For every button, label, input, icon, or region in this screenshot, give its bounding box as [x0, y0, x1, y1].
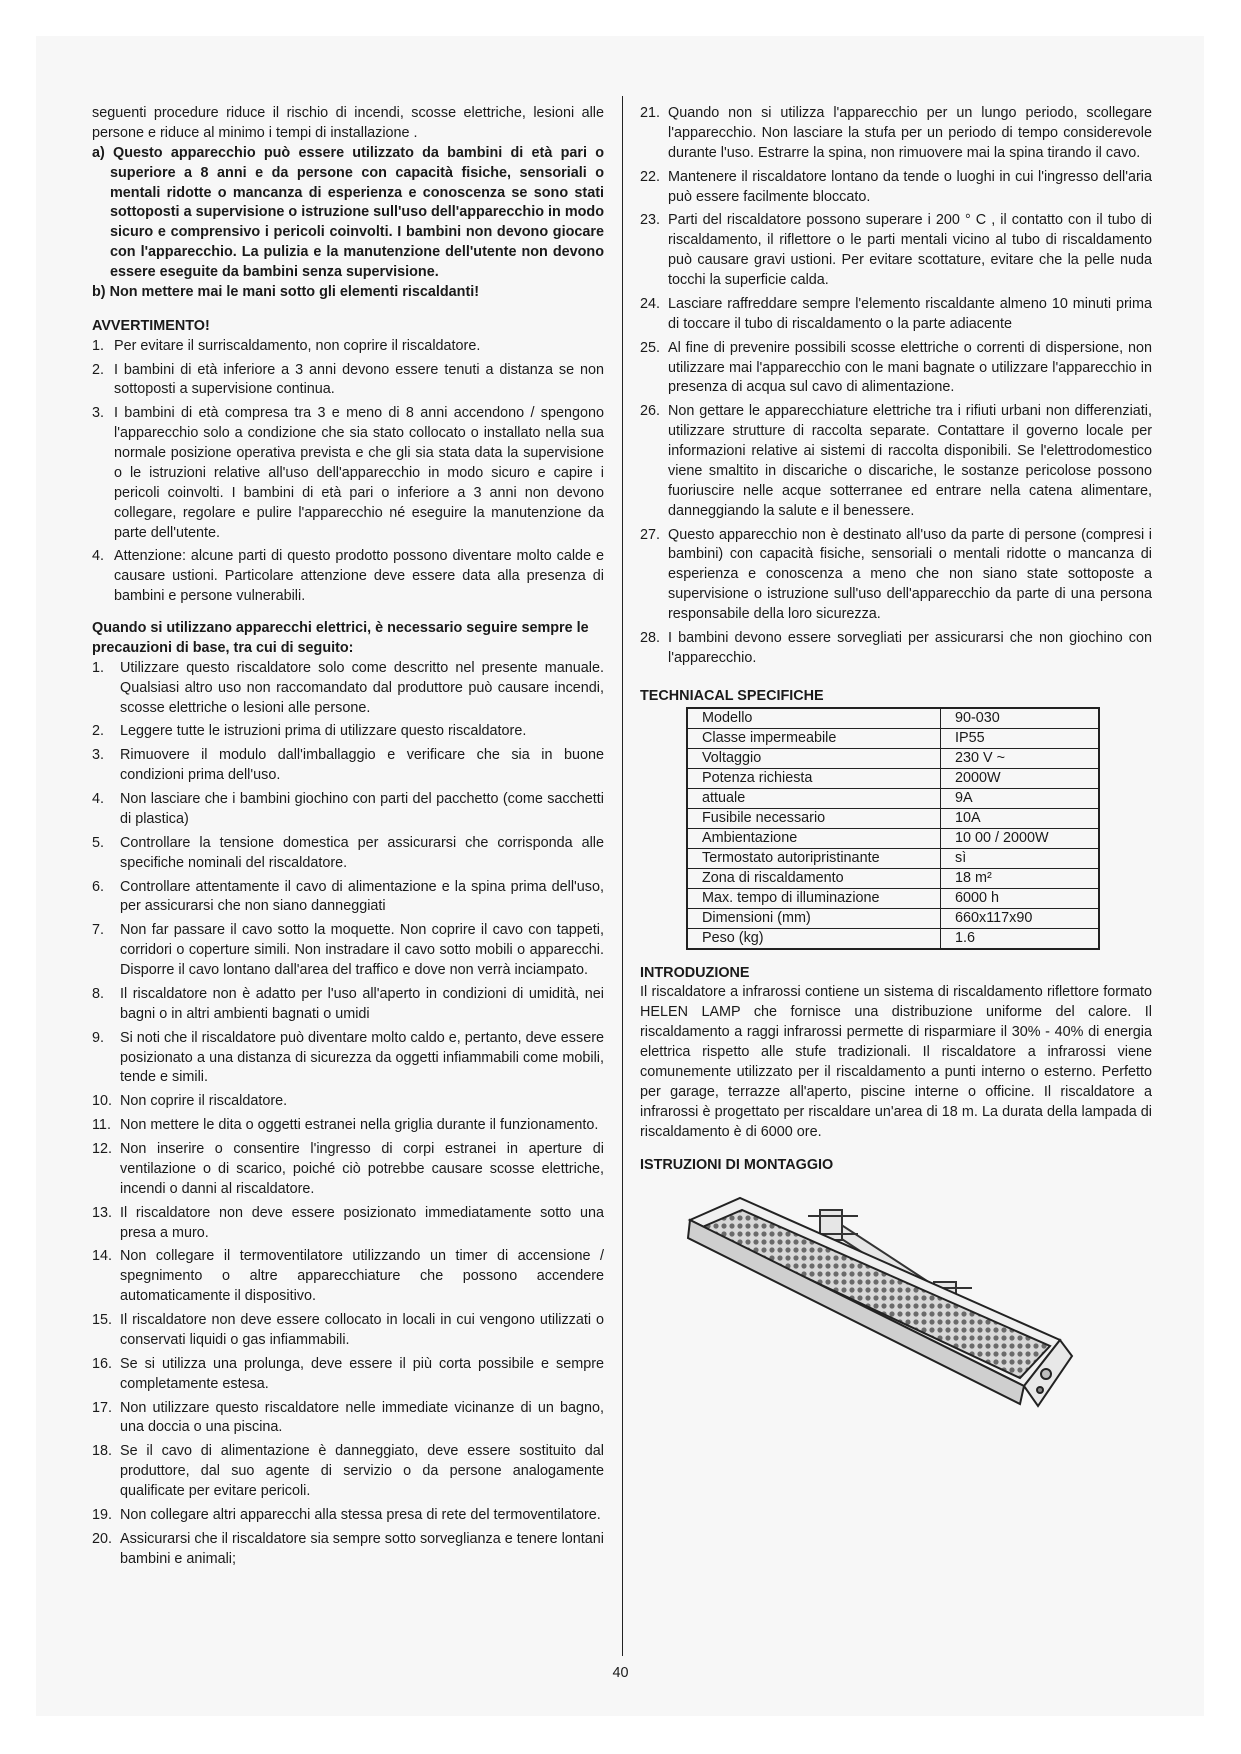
intro-paragraph: seguenti procedure riduce il rischio di incendi, scosse elettriche, lesioni alle persone e riduce al minimo i tempi di installazione . — [92, 105, 604, 141]
list-item: 19. Non collegare altri apparecchi alla stessa presa di rete del termoventilatore. — [92, 1506, 601, 1523]
list-item: 1. Utilizzare questo riscaldatore solo come descritto nel presente manuale. Qualsiasi altro uso non raccomandato dal produttore può causare incendi, scosse elettriche o lesioni alle persone. — [92, 659, 604, 716]
table-row: Classe impermeabile IP55 — [687, 728, 1099, 748]
bold-note-a: a) Questo apparecchio può essere utilizzato da bambini di età pari o superiore a 8 anni e da persone con capacità fisiche, sensoriali o mentali ridotte o mancanza di esperienza e conoscenza se sono stati sottoposti a supervisione o istruzione sull'uso dell'apparecchio in modo sicuro e comprensivo i pericoli coinvolti. I bambini non devono giocare con l'apparecchio. La pulizia e la manutenzione dell'utente non devono essere eseguite da bambini senza supervisione. — [92, 144, 604, 280]
list-item: 16. Se si utilizza una prolunga, deve essere il più corta possibile e sempre completamente estesa. — [92, 1355, 604, 1392]
list-item: 25. Al fine di prevenire possibili scosse elettriche o correnti di dispersione, non utilizzare mai l'apparecchio con le mani bagnate o utilizzare l'apparecchio in presenza di acqua sul cavo di alimentazione. — [640, 339, 1152, 396]
column-divider — [622, 96, 623, 1656]
table-row: Modello 90-030 — [687, 708, 1099, 729]
list-item: 27. Questo apparecchio non è destinato all'uso da parte di persone (compresi i bambini) con capacità fisiche, sensoriali o mentali ridotte o mancanza di esperienza e conoscenza a meno che non siano state sottoposte a supervisione o istruzione sull'uso dell'apparecchio da parte di una persona responsabile della loro sicurezza. — [640, 526, 1152, 622]
warning-heading: AVVERTIMENTO! — [92, 317, 210, 334]
list-item: 10. Non coprire il riscaldatore. — [92, 1093, 288, 1110]
list-item: 8. Il riscaldatore non è adatto per l'uso all'aperto in condizioni di umidità, nei bagni o in altri ambienti bagnati o umidi — [92, 985, 604, 1022]
list-item: 21. Quando non si utilizza l'apparecchio per un lungo periodo, scollegare l'apparecchio. Non lasciare la stufa per un periodo di tempo considerevole durante l'uso. Estrarre la spina, non rimuovere mai la spina tirando il cavo. — [640, 105, 1152, 161]
page-number: 40 — [612, 1665, 629, 1681]
list-item: 26. Non gettare le apparecchiature elettriche tra i rifiuti urbani non differenziati, utilizzare strutture di raccolta separate. Contattare il governo locale per informazioni relative ai sistemi di raccolta disponibili. Se l'elettrodomestico viene smaltito in discariche o discariche, le sostanze pericolose possono fuoriuscire nelle acque sotterranee ed entrare nella catena alimentare, danneggiando la salute e il benessere. — [640, 403, 1152, 519]
safety-list-continued — [640, 104, 1152, 669]
intro-heading: INTRODUZIONE — [640, 964, 750, 981]
list-item: 23. Parti del riscaldatore possono superare i 200 ° C , il contatto con il tubo di riscaldamento, il riflettore o le parti mentali vicino al tubo di riscaldamento può causare gravi ustioni. Per evitare scottature, evitare che la pelle nuda tocchi la superficie calda. — [640, 212, 1152, 288]
left-column — [92, 104, 604, 1574]
table-row: Ambientazione 10 00 / 2000W — [687, 828, 1099, 848]
list-item: 3. Rimuovere il modulo dall'imballaggio e verificare che sia in buone condizioni prima dell'uso. — [92, 747, 604, 784]
table-row: Termostato autoripristinante sì — [687, 848, 1099, 868]
list-item: 6. Controllare attentamente il cavo di alimentazione e la spina prima dell'uso, per assicurarsi che non siano danneggiati — [92, 878, 604, 915]
right-column — [640, 104, 1152, 1447]
list-item: 2. Leggere tutte le istruzioni prima di utilizzare questo riscaldatore. — [92, 723, 527, 740]
list-item: 20. Assicurarsi che il riscaldatore sia sempre sotto sorveglianza e tenere lontani bambini e animali; — [92, 1530, 604, 1567]
list-item: 9. Si noti che il riscaldatore può diventare molto caldo e, pertanto, deve essere posizionato a una distanza di sicurezza da oggetti infiammabili come mobili, tende e simili. — [92, 1029, 604, 1086]
table-row: Max. tempo di illuminazione 6000 h — [687, 888, 1099, 908]
table-row: Dimensioni (mm) 660x117x90 — [687, 908, 1099, 928]
intro-text: Il riscaldatore a infrarossi contiene un sistema di riscaldamento riflettore formato HELEN LAMP che fornisce una distribuzione uniforme del calore. Il riscaldamento a raggi infrarossi permette di risparmiare il 30% - 40% di energia elettrica rispetto alle stufe tradizionali. Il riscaldatore a infrarossi viene comunemente utilizzato per il riscaldamento a punti interno o esterno. Perfetto per garage, terrazze all'aperto, piscine interne o officine. Il riscaldatore a infrarossi è progettato per riscaldare un'area di 18 m. La durata della lampada di riscaldamento è di 6000 ore. — [640, 984, 1152, 1140]
list-item: 12. Non inserire o consentire l'ingresso di corpi estranei in aperture di ventilazione o di scarico, poiché ciò potrebbe causare scosse elettriche, incendi o danni al riscaldatore. — [92, 1141, 604, 1197]
table-row: Potenza richiesta 2000W — [687, 768, 1099, 788]
specs-table — [686, 707, 1100, 950]
table-row: Zona di riscaldamento 18 m² — [687, 868, 1099, 888]
table-row: Voltaggio 230 V ~ — [687, 748, 1099, 768]
list-item: 15. Il riscaldatore non deve essere collocato in locali in cui vengono utilizzati o conservati liquidi o gas infiammabili. — [92, 1312, 604, 1348]
list-item: 3. I bambini di età compresa tra 3 e meno di 8 anni accendono / spengono l'apparecchio solo a condizione che sia stato collocato o installato nella sua normale posizione operativa prevista e che gli sia stata data la supervisione o le istruzioni relative all'uso dell'apparecchio in modo sicuro e capire i pericoli coinvolti. I bambini di età pari o inferiore a 3 anni non devono collegare, regolare e pulire l'apparecchio né eseguire la manutenzione da parte dell'utente. — [92, 405, 604, 541]
list-item: 17. Non utilizzare questo riscaldatore nelle immediate vicinanze di un bagno, una doccia o una piscina. — [92, 1399, 604, 1436]
list-item: 1. Per evitare il surriscaldamento, non coprire il riscaldatore. — [92, 337, 481, 354]
heater-body — [688, 1198, 1072, 1406]
precautions-list — [92, 659, 604, 1570]
list-item: 14. Non collegare il termoventilatore utilizzando un timer di accensione / spegnimento o altre apparecchiature che possono accendere automaticamente il dispositivo. — [92, 1248, 604, 1305]
list-item: 4. Attenzione: alcune parti di questo prodotto possono diventare molto calde e causare ustioni. Particolare attenzione deve essere data alla presenza di bambini e persone vulnerabili. — [92, 548, 604, 605]
list-item: 2. I bambini di età inferiore a 3 anni devono essere tenuti a distanza se non sottoposti a supervisione continua. — [92, 361, 604, 398]
table-row: Peso (kg) 1.6 — [687, 928, 1099, 949]
table-row: attuale 9A — [687, 788, 1099, 808]
list-item: 18. Se il cavo di alimentazione è danneggiato, deve essere sostituito dal produttore, dal suo agente di servizio o da persone analogamente qualificate per evitare pericoli. — [92, 1443, 604, 1499]
bold-note-b: b) Non mettere mai le mani sotto gli elementi riscaldanti! — [92, 283, 480, 300]
heater-illustration — [680, 1190, 1100, 1440]
list-item: 24. Lasciare raffreddare sempre l'elemento riscaldante almeno 10 minuti prima di toccare il tubo di riscaldamento o la parte adiacente — [640, 295, 1152, 332]
mount-heading: ISTRUZIONI DI MONTAGGIO — [640, 1157, 834, 1174]
specs-heading: TECHNIACAL SPECIFICHE — [640, 687, 824, 704]
table-row: Fusibile necessario 10A — [687, 808, 1099, 828]
list-item: 5. Controllare la tensione domestica per assicurarsi che corrisponda alle specifiche nominali del riscaldatore. — [92, 834, 604, 871]
warning-list — [92, 337, 604, 607]
list-item: 4. Non lasciare che i bambini giochino con parti del pacchetto (come sacchetti di plastica) — [92, 791, 604, 827]
list-item: 28. I bambini devono essere sorvegliati per assicurarsi che non giochino con l'apparecchio. — [640, 629, 1152, 666]
list-item: 7. Non far passare il cavo sotto la moquette. Non coprire il cavo con tappeti, corridori o coperture simili. Non instradare il cavo sotto mobili o apparecchi. Disporre il cavo lontano dall'area del traffico e dove non verrà inciampato. — [92, 922, 604, 978]
list-item: 22. Mantenere il riscaldatore lontano da tende o luoghi in cui l'ingresso dell'aria può essere facilmente bloccato. — [640, 168, 1152, 205]
list-item: 13. Il riscaldatore non deve essere posizionato immediatamente sotto una presa a muro. — [92, 1204, 604, 1241]
list-item: 11. Non mettere le dita o oggetti estranei nella griglia durante il funzionamento. — [92, 1117, 599, 1134]
precautions-heading: Quando si utilizzano apparecchi elettrici, è necessario seguire sempre le precauzioni di base, tra cui di seguito: — [92, 620, 589, 656]
